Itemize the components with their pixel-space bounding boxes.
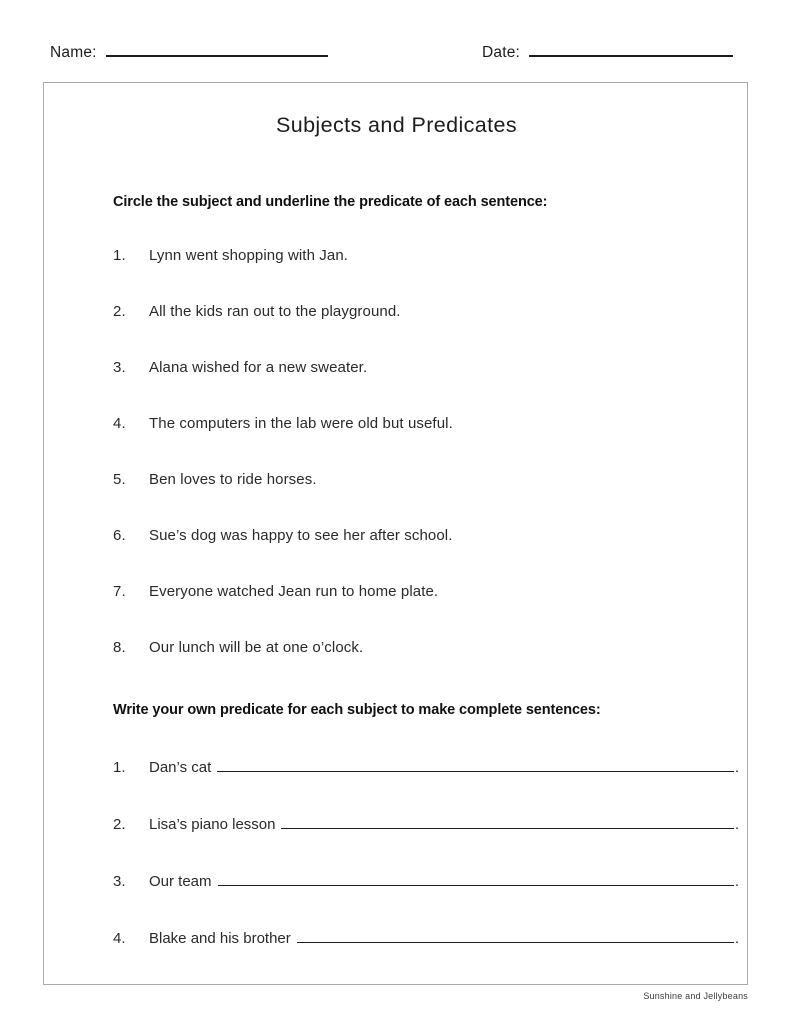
- list-item: [113, 583, 733, 605]
- item-number: 7.: [113, 583, 126, 600]
- item-number: 8.: [113, 639, 126, 656]
- section1-instruction: Circle the subject and underline the predicate of each sentence:: [113, 194, 548, 210]
- item-number: 2.: [113, 816, 126, 833]
- fill-in-item: [113, 929, 739, 951]
- name-blank-rule[interactable]: [106, 40, 328, 57]
- answer-blank-rule[interactable]: [218, 872, 734, 886]
- item-number: 3.: [113, 873, 126, 890]
- date-field: [482, 40, 733, 62]
- item-sentence: The computers in the lab were old but useful.: [149, 415, 453, 432]
- page-title: Subjects and Predicates: [275, 113, 518, 137]
- item-sentence: Our lunch will be at one o’clock.: [149, 639, 364, 656]
- answer-blank-rule[interactable]: [297, 929, 734, 943]
- fill-in-item: [113, 758, 739, 780]
- item-number: 1.: [113, 759, 126, 776]
- worksheet-header: [0, 40, 791, 66]
- item-number: 6.: [113, 527, 126, 544]
- answer-blank-rule[interactable]: [217, 758, 734, 772]
- name-label: Name:: [50, 44, 97, 61]
- item-subject: Our team: [149, 873, 212, 890]
- item-sentence: Sue’s dog was happy to see her after school.: [149, 527, 453, 544]
- item-number: 3.: [113, 359, 126, 376]
- item-subject: Dan’s cat: [149, 759, 212, 776]
- item-period: .: [734, 816, 739, 833]
- item-subject: Blake and his brother: [149, 930, 291, 947]
- item-subject: Lisa’s piano lesson: [149, 816, 276, 833]
- item-period: .: [734, 759, 739, 776]
- list-item: [113, 247, 733, 269]
- fill-in-item: [113, 815, 739, 837]
- list-item: [113, 527, 733, 549]
- list-item: [113, 639, 733, 661]
- section2-instruction: Write your own predicate for each subject to make complete sentences:: [113, 702, 601, 718]
- item-sentence: Everyone watched Jean run to home plate.: [149, 583, 439, 600]
- item-period: .: [734, 930, 739, 947]
- date-label: Date:: [482, 44, 521, 61]
- worksheet-border-box: [43, 82, 748, 985]
- list-item: [113, 415, 733, 437]
- item-sentence: Lynn went shopping with Jan.: [149, 247, 349, 264]
- item-sentence: Alana wished for a new sweater.: [149, 359, 368, 376]
- date-blank-rule[interactable]: [529, 40, 733, 57]
- list-item: [113, 359, 733, 381]
- item-number: 1.: [113, 247, 126, 264]
- item-number: 4.: [113, 930, 126, 947]
- item-number: 2.: [113, 303, 126, 320]
- fill-in-item: [113, 872, 739, 894]
- item-number: 5.: [113, 471, 126, 488]
- name-field: [50, 40, 328, 62]
- item-sentence: All the kids ran out to the playground.: [149, 303, 401, 320]
- list-item: [113, 471, 733, 493]
- footer-credit: Sunshine and Jellybeans: [643, 991, 748, 1001]
- list-item: [113, 303, 733, 325]
- item-sentence: Ben loves to ride horses.: [149, 471, 317, 488]
- answer-blank-rule[interactable]: [281, 815, 733, 829]
- item-period: .: [734, 873, 739, 890]
- item-number: 4.: [113, 415, 126, 432]
